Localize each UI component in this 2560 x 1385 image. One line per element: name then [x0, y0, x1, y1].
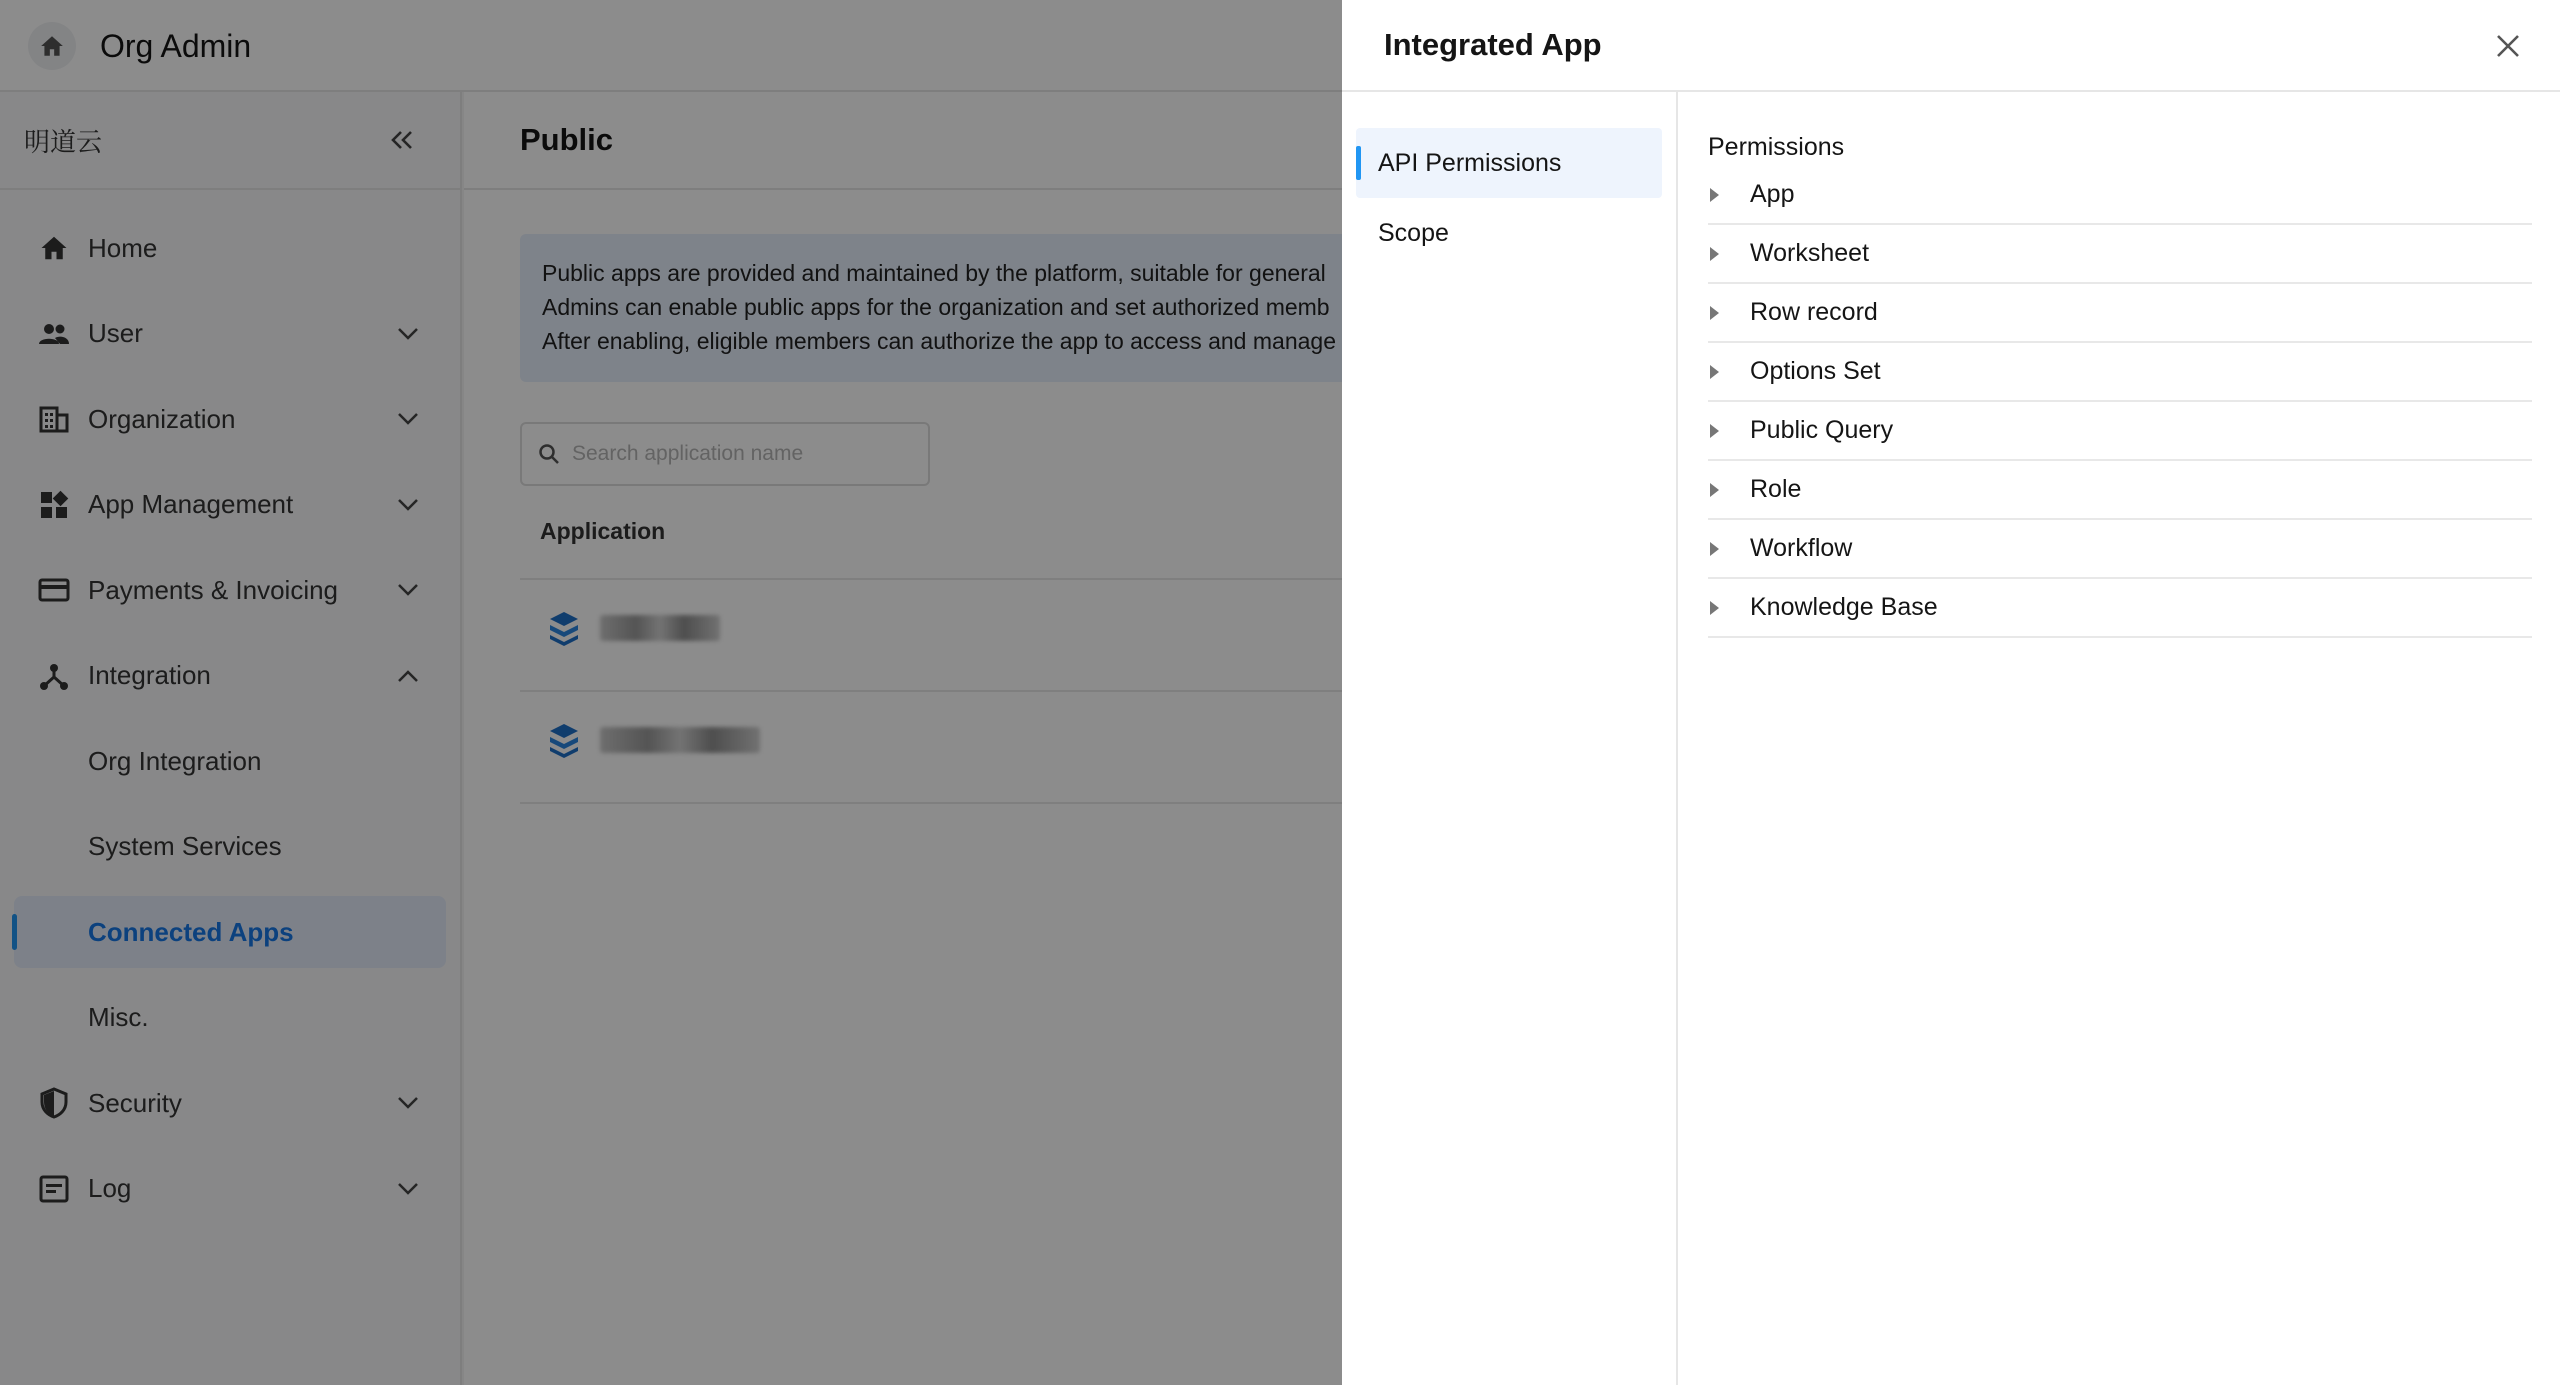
tab-label: API Permissions [1378, 148, 1562, 177]
caret-right-icon [1708, 536, 1734, 562]
sidebar-item-label: Log [88, 1173, 132, 1203]
caret-right-icon [1708, 300, 1734, 326]
sidebar-item-label: Home [88, 232, 158, 263]
permission-label: Public Query [1750, 416, 1894, 444]
permission-label: App [1750, 180, 1795, 208]
caret-right-icon [1708, 182, 1734, 208]
permission-label: Worksheet [1750, 239, 1870, 267]
drawer-header [1342, 0, 2560, 92]
sidebar-item-label: Org Integration [88, 745, 262, 776]
permission-label: Row record [1750, 298, 1878, 326]
permission-label: Options Set [1750, 357, 1881, 385]
drawer-title: Integrated App [1384, 27, 1602, 62]
app-title: Org Admin [100, 28, 252, 64]
sidebar-item-label: Connected Apps [88, 916, 294, 947]
notice-line: Admins can enable public apps for the organization and set authorized memb [542, 294, 1330, 320]
close-icon [2495, 33, 2521, 59]
notice-line: After enabling, eligible members can authorize the app to access and manage [542, 328, 1336, 354]
sidebar-item-label: Organization [88, 403, 236, 434]
page-title: Public [520, 122, 614, 157]
sidebar-item-label: App Management [88, 489, 294, 519]
permissions-panel [1708, 92, 2532, 638]
tab-label: Scope [1378, 218, 1449, 247]
integrated-app-drawer [1342, 0, 2560, 1385]
org-name: 明道云 [24, 126, 103, 157]
caret-right-icon [1708, 595, 1734, 621]
caret-right-icon [1708, 359, 1734, 385]
sidebar-item-label: User [88, 318, 143, 348]
tab-api-permissions[interactable] [1356, 128, 1662, 198]
sidebar-item-label: Security [88, 1087, 182, 1118]
caret-right-icon [1708, 418, 1734, 444]
notice-line: Public apps are provided and maintained by the platform, suitable for general [542, 260, 1326, 286]
drawer-body [1342, 92, 2560, 1385]
permissions-list [1708, 166, 2532, 638]
caret-right-icon [1708, 241, 1734, 267]
permissions-title: Permissions [1708, 133, 1845, 161]
close-button[interactable] [2490, 28, 2526, 64]
drawer-nav [1342, 92, 1678, 1385]
permission-label: Workflow [1750, 534, 1853, 562]
permission-label: Role [1750, 475, 1802, 503]
sidebar-item-label: System Services [88, 831, 282, 861]
column-header-application: Application [540, 518, 666, 544]
sidebar-item-label: Integration [88, 660, 211, 690]
tab-scope[interactable] [1356, 198, 1662, 268]
sidebar-item-label: Payments & Invoicing [88, 574, 339, 605]
sidebar-item-label: Misc. [88, 1002, 149, 1032]
caret-right-icon [1708, 477, 1734, 503]
permission-label: Knowledge Base [1750, 593, 1938, 621]
